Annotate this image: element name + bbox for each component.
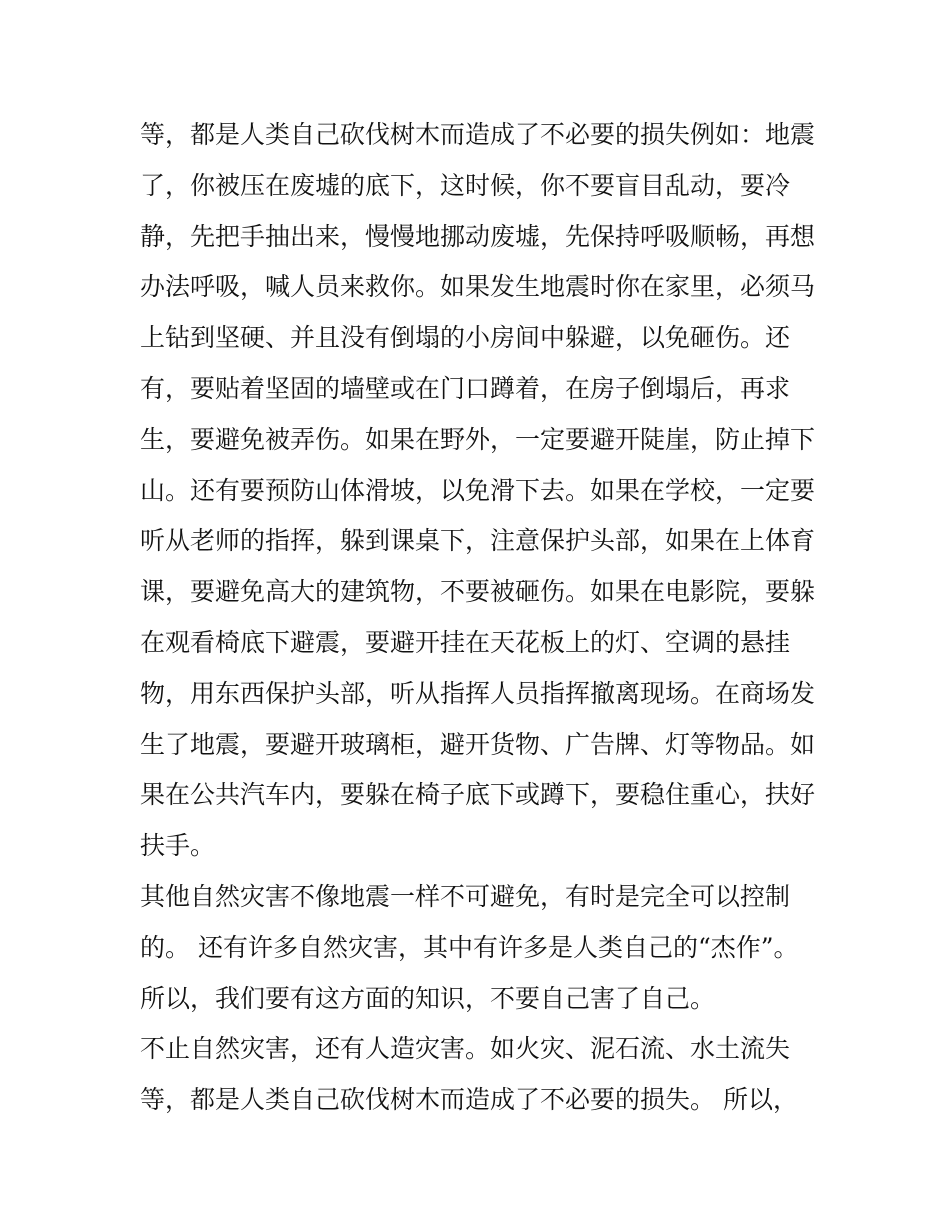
text-line: 扶手。 [140,831,216,861]
text-line: 等，都是人类自己砍伐树木而造成了不必要的损失。 所以， [140,1085,798,1115]
text-line: 听从老师的指挥，躲到课桌下，注意保护头部，如果在上体育 [140,526,816,556]
text-line: 其他自然灾害不像地震一样不可避免，有时是完全可以控制 [140,881,791,911]
text-line: 课，要避免高大的建筑物，不要被砸伤。如果在电影院，要躲 [140,577,816,607]
text-line: 的。 还有许多自然灾害，其中有许多是人类自己的“杰作”。 [140,932,799,962]
body-text [140,110,820,1126]
text-line: 办法呼吸，喊人员来救你。如果发生地震时你在家里，必须马 [140,272,816,302]
text-line: 上钻到坚硬、并且没有倒塌的小房间中躲避，以免砸伤。还 [140,323,791,353]
text-line: 所以，我们要有这方面的知识，不要自己害了自己。 [140,983,716,1013]
text-line: 有，要贴着坚固的墙壁或在门口蹲着，在房子倒塌后，再求 [140,373,791,403]
text-line: 生了地震，要避开玻璃柜，避开货物、广告牌、灯等物品。如 [140,729,816,759]
text-line: 山。还有要预防山体滑坡，以免滑下去。如果在学校，一定要 [140,475,816,505]
text-line: 生，要避免被弄伤。如果在野外，一定要避开陡崖，防止掉下 [140,424,816,454]
text-line: 物，用东西保护头部，听从指挥人员指挥撤离现场。在商场发 [140,678,816,708]
text-line: 了，你被压在废墟的底下，这时候，你不要盲目乱动，要冷 [140,170,791,200]
text-line: 静，先把手抽出来，慢慢地挪动废墟，先保持呼吸顺畅，再想 [140,221,816,251]
text-line: 等，都是人类自己砍伐树木而造成了不必要的损失例如：地震 [140,120,816,149]
text-line: 不止自然灾害，还有人造灾害。如火灾、泥石流、水土流失 [140,1034,791,1064]
text-line: 在观看椅底下避震，要避开挂在天花板上的灯、空调的悬挂 [140,627,791,657]
text-line: 果在公共汽车内，要躲在椅子底下或蹲下，要稳住重心，扶好 [140,780,816,810]
